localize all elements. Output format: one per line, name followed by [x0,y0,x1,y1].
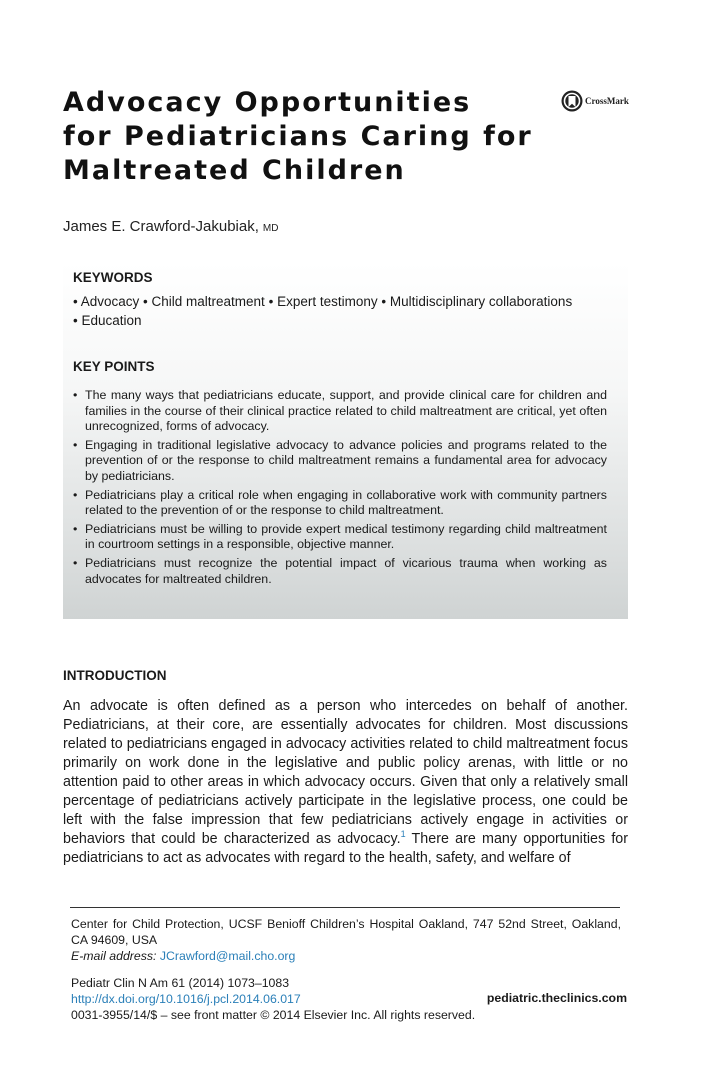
summary-box [63,262,628,619]
title-line: Advocacy Opportunities [63,87,472,118]
affiliation: Center for Child Protection, UCSF Benioff Children’s Hospital Oakland, 747 52nd Street, Oakland, CA 94609, USA [71,917,621,947]
crossmark-badge[interactable] [561,90,629,112]
key-point-item: • Pediatricians must recognize the potential impact of vicarious trauma when working as advocates for maltreated children. [73,556,607,587]
key-points-list [73,388,607,590]
email-link[interactable]: JCrawford@mail.cho.org [159,949,296,963]
keyword-item: • Expert testimony [268,294,378,309]
crossmark-label: CrossMark [585,96,629,106]
keyword-item: • Child maltreatment [143,294,265,309]
key-point-item: • Engaging in traditional legislative advocacy to advance policies and programs related to the prevention of or the response to child maltreatment remains a fundamental area for advocacy by pediatricians. [73,438,607,485]
key-points-heading: KEY POINTS [73,359,155,374]
title-line: Maltreated Children [63,155,406,186]
journal-site[interactable]: pediatric.theclinics.com [486,991,627,1005]
title-line: for Pediatricians Caring for [63,121,533,152]
author-name: James E. Crawford-Jakubiak, [63,218,259,235]
key-point-item: • Pediatricians must be willing to provide expert medical testimony regarding child maltreatment in courtroom settings in a responsible, objective manner. [73,522,607,553]
keyword-item: • Education [73,313,142,328]
citation: Pediatr Clin N Am 61 (2014) 1073–1083 [71,976,290,990]
article-title [63,86,543,188]
keyword-item: • Advocacy [73,294,140,309]
footer-divider [70,907,620,908]
intro-text: There are many opportunities for pediatricians to act as advocates with regard to the health, safety, and welfare of [63,831,629,866]
crossmark-icon [561,90,583,112]
introduction-heading: INTRODUCTION [63,668,167,683]
email-line [71,948,621,964]
key-point-item: • Pediatricians play a critical role when engaging in collaborative work with community partners related to the prevention of or the response to child maltreatment. [73,488,607,519]
author-degree: MD [262,223,279,234]
keywords-heading: KEYWORDS [73,270,153,285]
intro-text: An advocate is often defined as a person who intercedes on behalf of another. Pediatricians, at their core, are essentially advocates for children. Most discussions related to pediatricians engaged in advocacy activities related to child maltreatment focus primarily on work done in the legislative and public policy arenas, with little or no attention paid to other areas in which advocacy occurs. Given that only a relatively small percentage of pediatricians actively participate in the legislative process, one could be left with the false impression that few pediatricians actively engage in activities or behaviors that could be characterized as advocacy. [63,698,628,847]
keyword-item: • Multidisciplinary collaborations [381,294,573,309]
introduction-paragraph [63,697,628,868]
key-point-item: • The many ways that pediatricians educate, support, and provide clinical care for children and families in the course of their clinical practice related to child maltreatment are critical, yet often unrecognized, forms of advocacy. [73,388,607,435]
copyright: 0031-3955/14/$ – see front matter © 2014 Elsevier Inc. All rights reserved. [71,1008,476,1022]
email-label: E-mail address: [71,949,157,963]
reference-link[interactable]: 1 [400,829,406,840]
author-line [63,218,278,235]
doi-link[interactable]: http://dx.doi.org/10.1016/j.pcl.2014.06.017 [71,992,301,1006]
keywords-list [73,292,623,330]
